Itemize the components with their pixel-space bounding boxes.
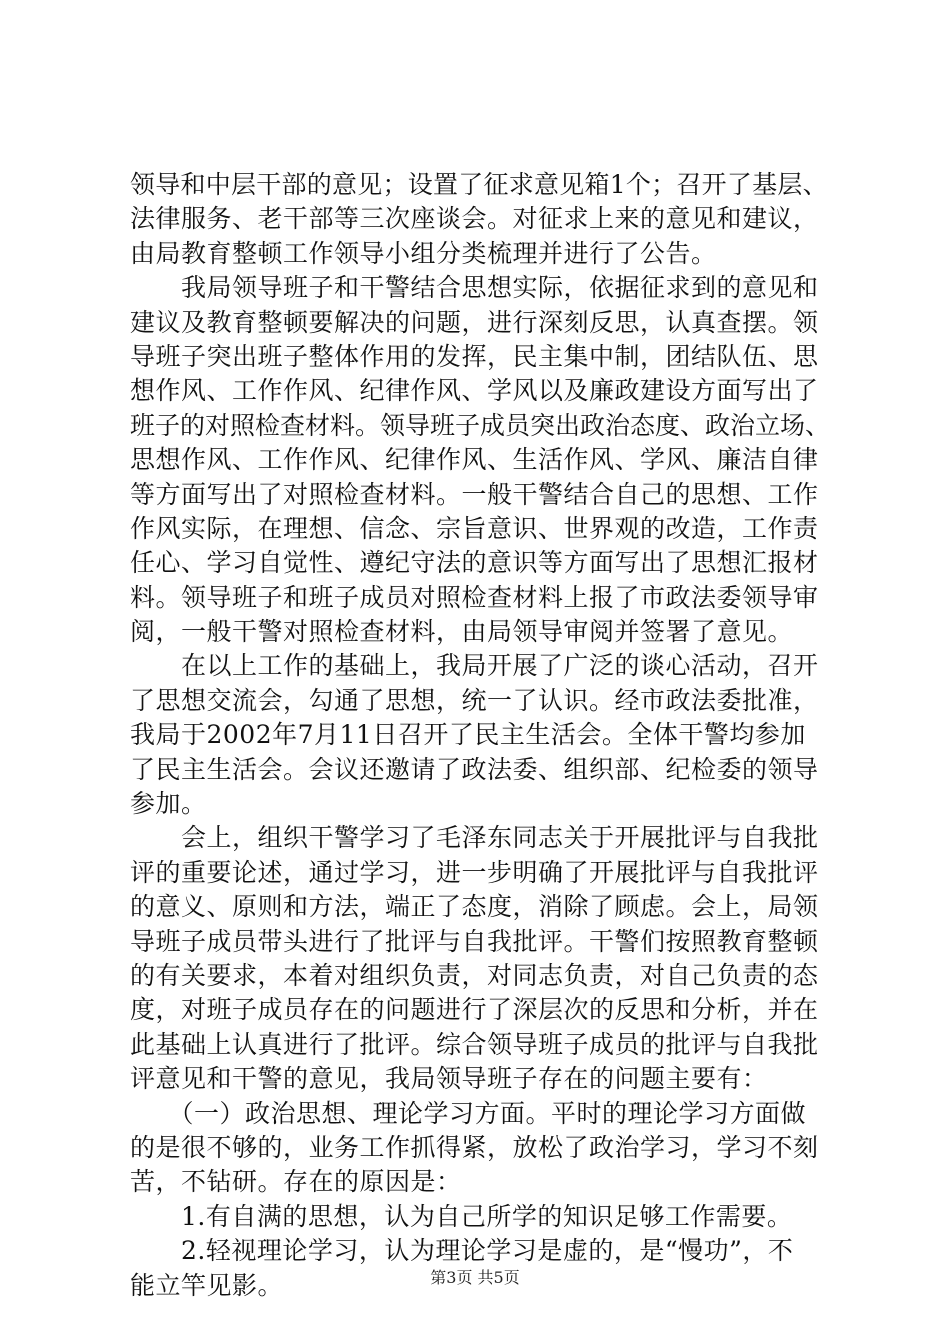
text-line: 作风实际，在理想、信念、宗旨意识、世界观的改造，工作责 [130, 513, 819, 543]
text-line: 能立竿见影。 [130, 1270, 284, 1300]
text-line: 建议及教育整顿要解决的问题，进行深刻反思，认真查摆。领 [130, 307, 819, 337]
page-number-label: 第3页 共5页 [430, 1268, 520, 1287]
text-line: （一）政治思想、理论学习方面。平时的理论学习方面做 [130, 1098, 807, 1128]
text-line: 领导和中层干部的意见；设置了征求意见箱1个；召开了基层、 [130, 170, 828, 199]
text-line: 料。领导班子和班子成员对照检查材料上报了市政法委领导审 [130, 582, 819, 612]
text-line: 的是很不够的，业务工作抓得紧，放松了政治学习，学习不刻 [130, 1132, 819, 1162]
text-line: 等方面写出了对照检查材料。一般干警结合自己的思想、工作 [130, 479, 819, 509]
text-line: 由局教育整顿工作领导小组分类梳理并进行了公告。 [130, 238, 717, 268]
text-line: 导班子突出班子整体作用的发挥，民主集中制，团结队伍、思 [130, 341, 819, 371]
text-line: 法律服务、老干部等三次座谈会。对征求上来的意见和建议， [130, 204, 819, 234]
text-line: 我局领导班子和干警结合思想实际，依据征求到的意见和 [130, 273, 819, 303]
text-line: 了民主生活会。会议还邀请了政法委、组织部、纪检委的领导 [130, 754, 819, 784]
text-line: 导班子成员带头进行了批评与自我批评。干警们按照教育整顿 [130, 926, 819, 956]
text-line: 评意见和干警的意见，我局领导班子存在的问题主要有： [130, 1064, 768, 1094]
text-line: 了思想交流会，勾通了思想，统一了认识。经市政法委批准， [130, 685, 819, 715]
text-line: 的意义、原则和方法，端正了态度，消除了顾虑。会上，局领 [130, 892, 819, 922]
text-line: 班子的对照检查材料。领导班子成员突出政治态度、政治立场、 [130, 410, 831, 440]
text-line: 想作风、工作作风、纪律作风、学风以及廉政建设方面写出了 [130, 376, 819, 406]
document-body [130, 168, 830, 1303]
text-line: 在以上工作的基础上，我局开展了广泛的谈心活动，召开 [130, 651, 819, 681]
text-line: 2.轻视理论学习，认为理论学习是虚的，是“慢功”，不 [130, 1236, 794, 1266]
text-line: 会上，组织干警学习了毛泽东同志关于开展批评与自我批 [130, 823, 819, 853]
text-line: 苦，不钻研。存在的原因是： [130, 1167, 462, 1197]
text-line: 阅，一般干警对照检查材料，由局领导审阅并签署了意见。 [130, 617, 794, 647]
text-line: 参加。 [130, 789, 207, 819]
text-line: 我局于2002年7月11日召开了民主生活会。全体干警均参加 [130, 720, 806, 750]
text-line: 此基础上认真进行了批评。综合领导班子成员的批评与自我批 [130, 1029, 819, 1059]
text-line: 评的重要论述，通过学习，进一步明确了开展批评与自我批评 [130, 857, 819, 887]
text-line: 思想作风、工作作风、纪律作风、生活作风、学风、廉洁自律 [130, 445, 819, 475]
text-line: 度，对班子成员存在的问题进行了深层次的反思和分析，并在 [130, 995, 819, 1025]
text-line: 1.有自满的思想，认为自己所学的知识足够工作需要。 [130, 1201, 793, 1231]
text-line: 的有关要求，本着对组织负责，对同志负责，对自己负责的态 [130, 960, 819, 990]
page-footer [0, 1268, 950, 1288]
text-line: 任心、学习自觉性、遵纪守法的意识等方面写出了思想汇报材 [130, 548, 819, 578]
